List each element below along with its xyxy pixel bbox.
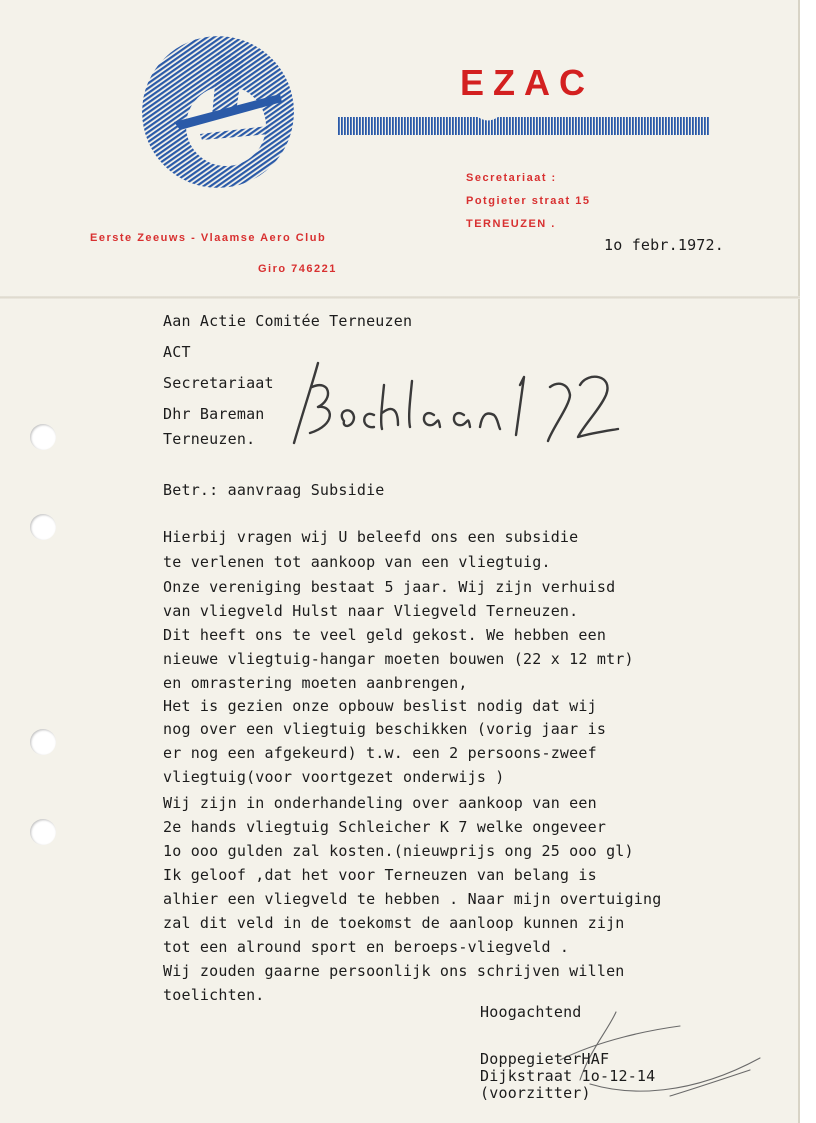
body-line: toelichten. xyxy=(163,986,265,1004)
body-line: te verlenen tot aankoop van een vliegtuig. xyxy=(163,553,551,571)
body-line: en omrastering moeten aanbrengen, xyxy=(163,674,468,692)
signature-line: (voorzitter) xyxy=(480,1084,591,1102)
recipient-line: Aan Actie Comitée Terneuzen xyxy=(163,312,413,330)
body-line: nieuwe vliegtuig-hangar moeten bouwen (22 x 12 mtr) xyxy=(163,650,634,668)
recipient-line: ACT xyxy=(163,343,191,361)
recipient-line: Dhr Bareman xyxy=(163,405,265,423)
body-line: Hierbij vragen wij U beleefd ons een subsidie xyxy=(163,528,579,546)
club-logo-icon xyxy=(140,34,296,190)
letter-date: 1o febr.1972. xyxy=(604,236,724,254)
body-line: 1o ooo gulden zal kosten.(nieuwprijs ong 25 ooo gl) xyxy=(163,842,634,860)
handwritten-note xyxy=(288,345,628,455)
closing: Hoogachtend xyxy=(480,1003,582,1021)
body-line: tot een alround sport en beroeps-vliegveld . xyxy=(163,938,570,956)
body-line: er nog een afgekeurd) t.w. een 2 persoons-zweef xyxy=(163,744,597,762)
club-name: Eerste Zeeuws - Vlaamse Aero Club xyxy=(90,232,327,244)
body-line: Onze vereniging bestaat 5 jaar. Wij zijn verhuisd xyxy=(163,578,616,596)
brand-band-icon xyxy=(338,115,710,137)
punch-hole xyxy=(30,424,56,450)
subject-line: Betr.: aanvraag Subsidie xyxy=(163,481,385,499)
brand-title: EZAC xyxy=(460,62,594,103)
body-line: van vliegveld Hulst naar Vliegveld Terneuzen. xyxy=(163,602,579,620)
recipient-line: Terneuzen. xyxy=(163,430,256,448)
body-line: Het is gezien onze opbouw beslist nodig dat wij xyxy=(163,697,597,715)
address-street: Potgieter straat 15 xyxy=(466,195,591,207)
body-line: nog over een vliegtuig beschikken (vorig jaar is xyxy=(163,720,607,738)
punch-hole xyxy=(30,729,56,755)
address-city: TERNEUZEN . xyxy=(466,218,556,230)
body-line: vliegtuig(voor voortgezet onderwijs ) xyxy=(163,768,505,786)
secretariat-label: Secretariaat : xyxy=(466,172,557,184)
body-line: Wij zouden gaarne persoonlijk ons schrijven willen xyxy=(163,962,625,980)
body-line: Wij zijn in onderhandeling over aankoop van een xyxy=(163,794,597,812)
body-line: alhier een vliegveld te hebben . Naar mijn overtuiging xyxy=(163,890,662,908)
punch-hole xyxy=(30,514,56,540)
body-line: zal dit veld in de toekomst de aanloop kunnen zijn xyxy=(163,914,625,932)
body-line: Dit heeft ons te veel geld gekost. We hebben een xyxy=(163,626,607,644)
body-line: Ik geloof ,dat het voor Terneuzen van belang is xyxy=(163,866,597,884)
body-line: 2e hands vliegtuig Schleicher K 7 welke ongeveer xyxy=(163,818,607,836)
signature-line: DoppegieterHAF xyxy=(480,1050,610,1068)
signature-line: Dijkstraat 1o-12-14 xyxy=(480,1067,656,1085)
punch-hole xyxy=(30,819,56,845)
paper-fold xyxy=(0,296,800,299)
recipient-line: Secretariaat xyxy=(163,374,274,392)
giro-number: Giro 746221 xyxy=(258,263,337,275)
